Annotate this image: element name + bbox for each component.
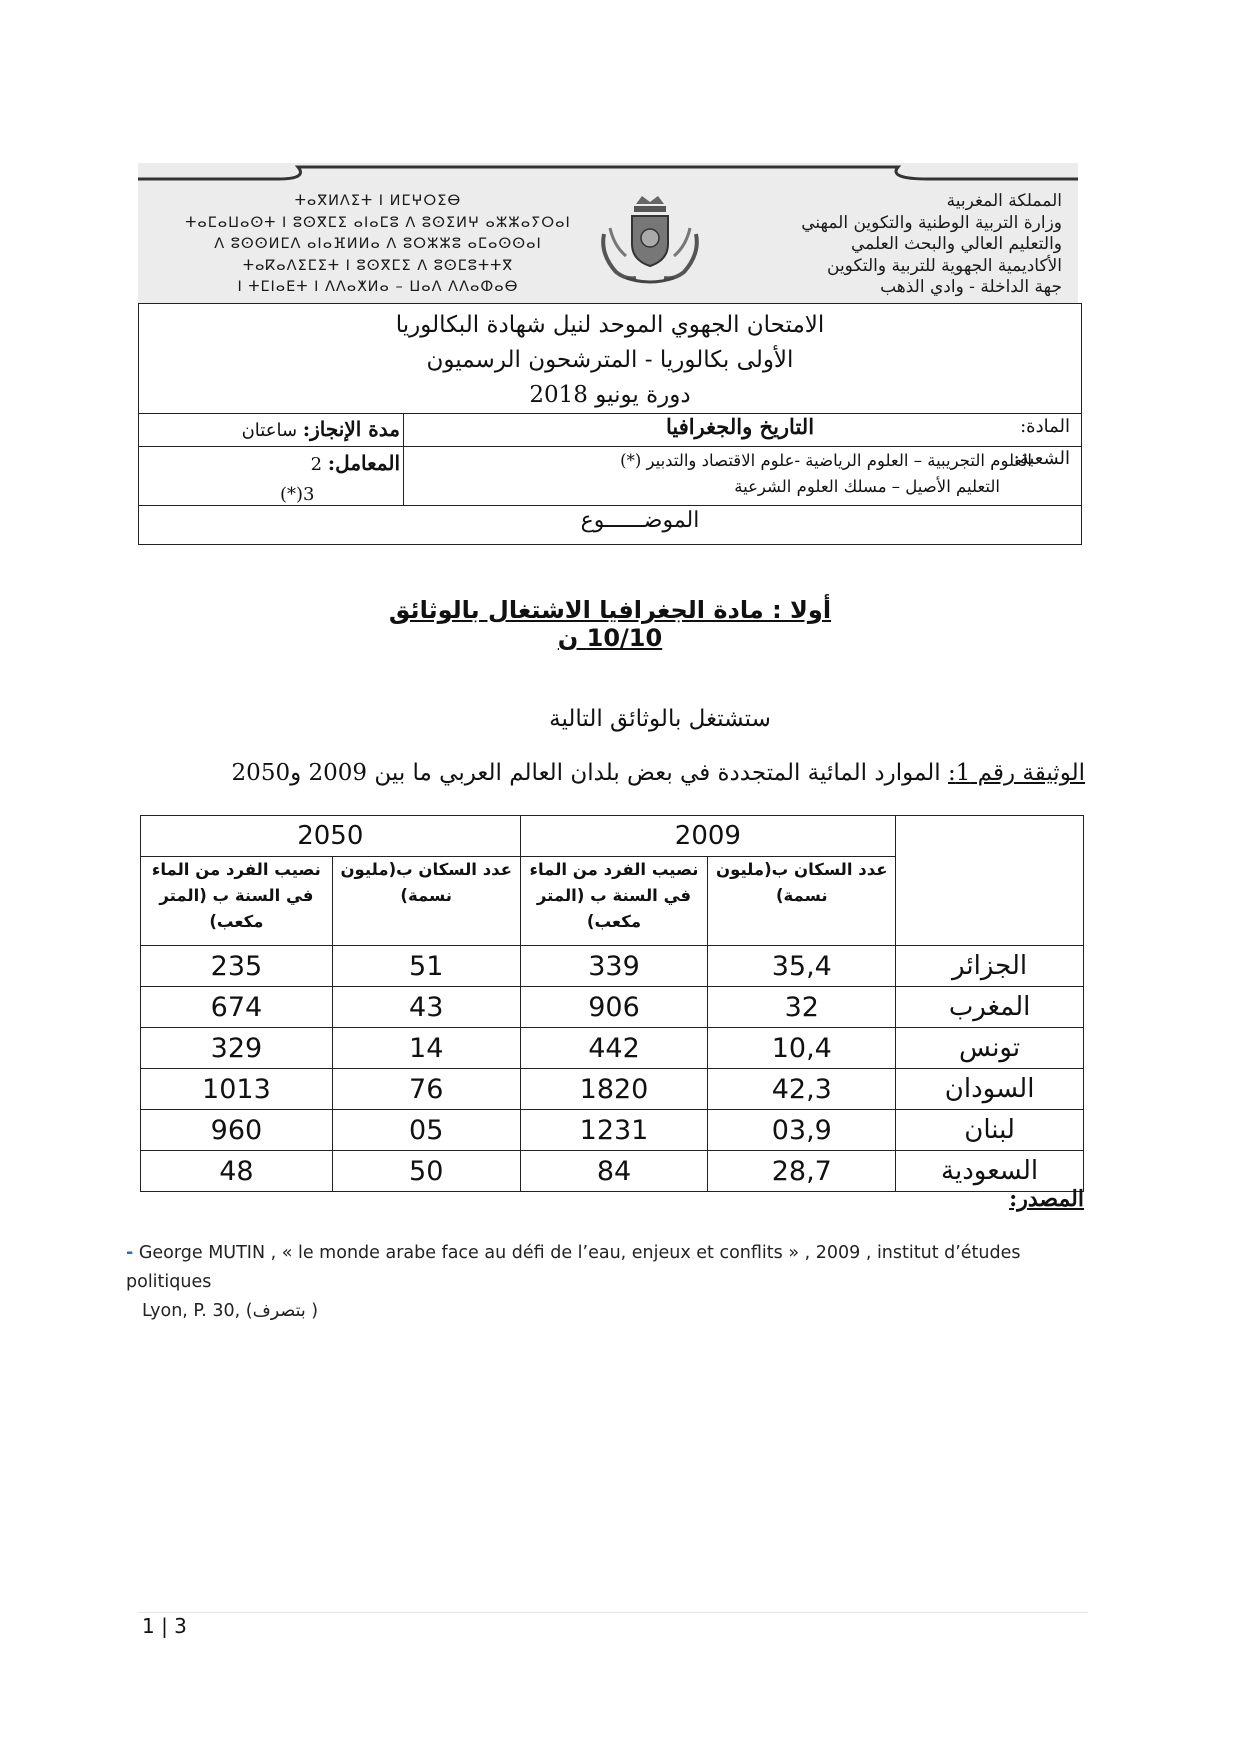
country-cell: الجزائر [896, 946, 1084, 987]
water-2050-cell: 1013 [141, 1069, 333, 1110]
subject-value: التاريخ والجغرافيا [665, 414, 815, 439]
table-row [141, 1069, 1084, 1110]
exam-title-line: الأولى بكالوريا - المترشحون الرسميون [426, 347, 794, 373]
population-2009-cell: 03,9 [708, 1110, 896, 1151]
table-row [141, 1151, 1084, 1192]
exam-title-line: الامتحان الجهوي الموحد لنيل شهادة البكالوريا [395, 312, 825, 338]
header-tifinagh-line: ⵜⴰⴳⵍⴷⵉⵜ ⵏ ⵍⵎⵖⵔⵉⴱ [294, 193, 462, 209]
population-2050-cell: 05 [332, 1110, 520, 1151]
population-2050-cell: 76 [332, 1069, 520, 1110]
header-tifinagh-line: ⵜⴰⴽⴰⴷⵉⵎⵉⵜ ⵏ ⵓⵙⴳⵎⵉ ⴷ ⵓⵙⵎⵓⵜⵜⴳ [242, 257, 514, 274]
table-row [141, 1110, 1084, 1151]
column-header-population-2009: عدد السكان ب(مليون نسمة) [708, 857, 896, 946]
table-year-header-row [141, 816, 1084, 857]
water-2050-cell: 674 [141, 987, 333, 1028]
page-number: 1 | 3 [142, 1614, 187, 1638]
population-2009-cell: 32 [708, 987, 896, 1028]
water-2050-cell: 960 [141, 1110, 333, 1151]
country-cell: تونس [896, 1028, 1084, 1069]
year-header-2009: 2009 [520, 816, 896, 857]
header-tifinagh-line: ⴷ ⵓⵙⵙⵍⵎⴷ ⴰⵏⴰⴼⵍⵍⴰ ⴷ ⵓⵔⵣⵣⵓ ⴰⵎⴰⵙⵙⴰⵏ [214, 236, 542, 252]
table-row [141, 987, 1084, 1028]
population-2050-cell: 51 [332, 946, 520, 987]
water-2009-cell: 442 [520, 1028, 708, 1069]
ministry-arabic-header [702, 191, 1062, 299]
water-2009-cell: 1820 [520, 1069, 708, 1110]
population-2050-cell: 14 [332, 1028, 520, 1069]
document-title-text: الموارد المائية المتجددة في بعض بلدان العالم العربي ما بين 2009 و2050 [231, 760, 948, 786]
branch-line-2: التعليم الأصيل – مسلك العلوم الشرعية [734, 477, 1000, 496]
water-resources-table [140, 815, 1084, 1192]
column-header-population-2050: عدد السكان ب(مليون نسمة) [332, 857, 520, 946]
coefficient-value-alt: 3(*) [280, 484, 315, 505]
country-cell: لبنان [896, 1110, 1084, 1151]
population-2009-cell: 28,7 [708, 1151, 896, 1192]
population-2050-cell: 43 [332, 987, 520, 1028]
header-arabic-line: الأكاديمية الجهوية للتربية والتكوين [827, 255, 1062, 276]
source-label: المصدر: [1009, 1186, 1084, 1212]
header-arabic-line: وزارة التربية الوطنية والتكوين المهني [801, 212, 1062, 233]
water-2050-cell: 235 [141, 946, 333, 987]
header-arabic-line: المملكة المغربية [946, 191, 1062, 211]
frame-divider [138, 505, 1082, 506]
document-title [200, 760, 1085, 786]
coat-of-arms-icon [596, 194, 704, 286]
header-tifinagh-line: ⵏ ⵜⵎⵏⴰⴹⵜ ⵏ ⴷⴷⴰⵅⵍⴰ – ⵡⴰⴷ ⴷⴷⴰⵀⴰⴱ [237, 279, 519, 295]
document-label: الوثيقة رقم 1: [947, 760, 1085, 786]
branch-label: الشعبة: [1013, 448, 1070, 469]
water-2009-cell: 339 [520, 946, 708, 987]
frame-divider [138, 446, 1082, 447]
year-header-2050: 2050 [141, 816, 521, 857]
country-cell: المغرب [896, 987, 1084, 1028]
subject-label: المادة: [1020, 416, 1070, 437]
branch-line-1: العلوم التجريبية – العلوم الرياضية -علوم الاقتصاد والتدبير (*) [620, 451, 1032, 470]
topic-label: الموضــــــوع [580, 508, 700, 533]
table-row [141, 1028, 1084, 1069]
column-header-water-2009: نصيب الفرد من الماء في السنة ب (المتر مكعب) [520, 857, 708, 946]
table-corner-cell [896, 816, 1084, 946]
population-2050-cell: 50 [332, 1151, 520, 1192]
coefficient [270, 451, 400, 475]
country-cell: السعودية [896, 1151, 1084, 1192]
water-2050-cell: 48 [141, 1151, 333, 1192]
country-cell: السودان [896, 1069, 1084, 1110]
citation-line-1 [126, 1239, 1086, 1297]
ministry-tifinagh-header [178, 191, 578, 299]
source-citation [126, 1239, 1086, 1326]
section-intro: ستشتغل بالوثائق التالية [549, 706, 771, 732]
citation-dash: - [126, 1243, 134, 1263]
water-2050-cell: 329 [141, 1028, 333, 1069]
population-2009-cell: 35,4 [708, 946, 896, 987]
citation-text-2: Lyon, P. 30, (بتصرف ) [142, 1301, 319, 1321]
exam-title-line: دورة يونيو 2018 [529, 382, 691, 408]
header-decorative-rule [138, 163, 1078, 189]
section-title: أولا : مادة الجغرافيا الاشتغال بالوثائق 10/10 ن [388, 596, 832, 652]
table-row [141, 946, 1084, 987]
duration-label: مدة الإنجاز: [302, 417, 400, 441]
population-2009-cell: 10,4 [708, 1028, 896, 1069]
water-2009-cell: 1231 [520, 1110, 708, 1151]
exam-title [140, 308, 1080, 413]
header-arabic-line: والتعليم العالي والبحث العلمي [851, 234, 1062, 254]
coefficient-label: المعامل: [327, 451, 400, 475]
footer-rule [138, 1612, 1088, 1613]
water-2009-cell: 906 [520, 987, 708, 1028]
water-2009-cell: 84 [520, 1151, 708, 1192]
coefficient-value: 2 [310, 454, 323, 475]
duration-value: ساعتان [241, 420, 298, 441]
header-tifinagh-line: ⵜⴰⵎⴰⵡⴰⵙⵜ ⵏ ⵓⵙⴳⵎⵉ ⴰⵏⴰⵎⵓ ⴷ ⵓⵙⵉⵍⵖ ⴰⵣⵣⴰⵢⵔⴰⵏ [185, 214, 571, 231]
header-arabic-line: جهة الداخلة - وادي الذهب [880, 277, 1062, 297]
population-2009-cell: 42,3 [708, 1069, 896, 1110]
duration [200, 417, 400, 441]
column-header-water-2050: نصيب الفرد من الماء في السنة ب (المتر مكعب) [141, 857, 333, 946]
citation-text-1: George MUTIN , « le monde arabe face au défi de l’eau, enjeux et conflits » , 2009 , institut d’études politiques [126, 1243, 1021, 1292]
